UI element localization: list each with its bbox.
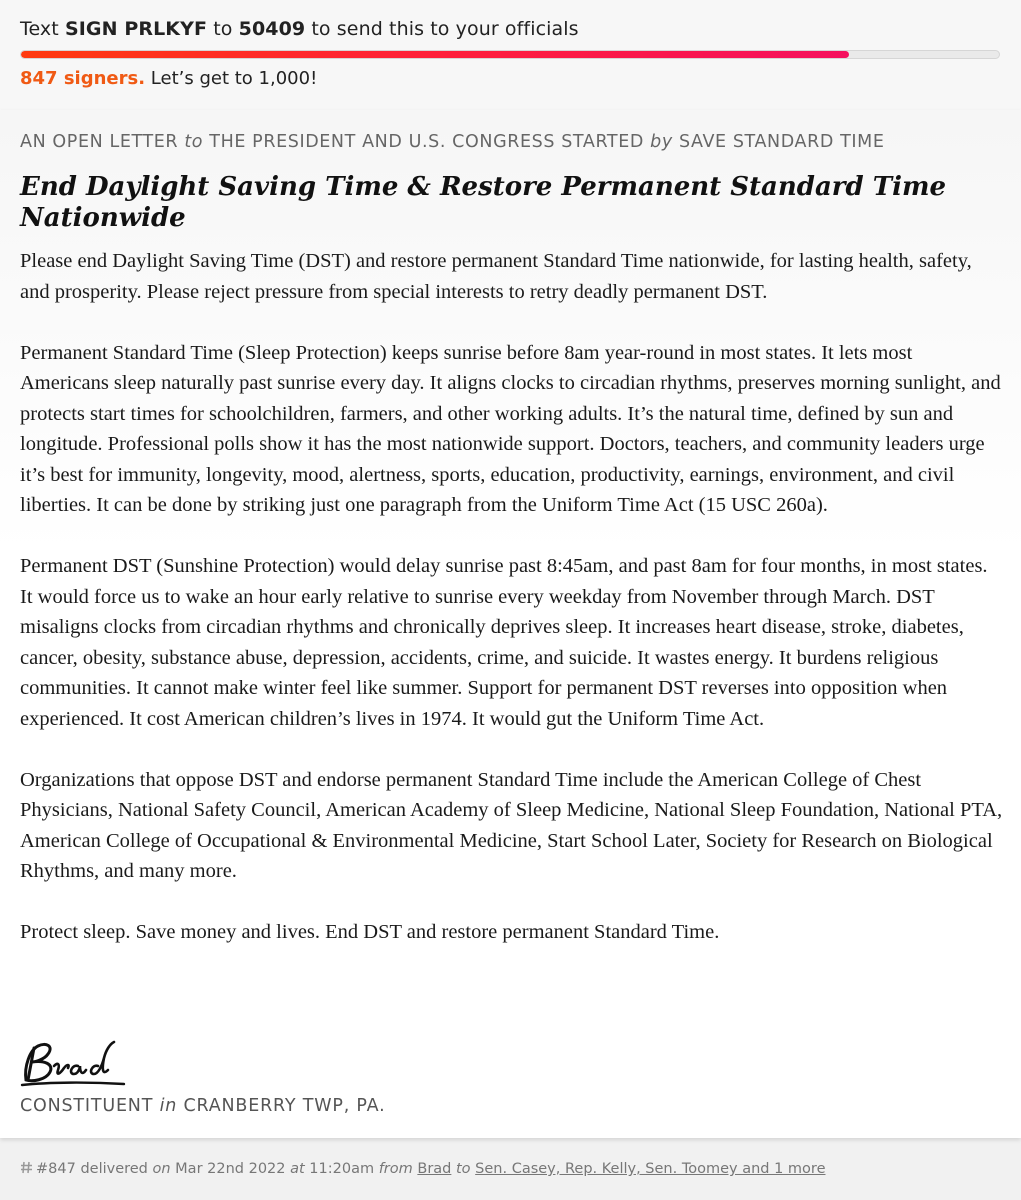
signer-count: 847 signers. bbox=[20, 68, 146, 89]
sms-to-word: to bbox=[213, 18, 233, 40]
constituent-line: CONSTITUENT in CRANBERRY TWP, PA. bbox=[20, 1096, 386, 1116]
handwritten-signature bbox=[20, 1040, 130, 1090]
letter-paragraph: Protect sleep. Save money and lives. End DST and restore permanent Standard Time. bbox=[20, 921, 720, 943]
letter-paragraph: Permanent DST (Sunshine Protection) would delay sunrise past 8:45am, and past 8am for four months, in most states. It would force us to wake an hour early relative to sunrise every weekday from November through March. DST misaligns clocks from circadian rhythms and chronically deprives sleep. It increases heart disease, stroke, diabetes, cancer, obesity, substance abuse, depression, accidents, crime, and suicide. It wastes energy. It burdens religious communities. It cannot make winter feel like summer. Support for permanent DST reverses into opposition when experienced. It cost American children’s lives in 1974. It would gut the Uniform Time Act. bbox=[20, 555, 988, 730]
letter-paragraph: Permanent Standard Time (Sleep Protection) keeps sunrise before 8am year-round in most states. It lets most Americans sleep naturally past sunrise every day. It aligns clocks to circadian rhythms, preserves morning sunlight, and protects start times for schoolchildren, farmers, and other working adults. It’s the natural time, defined by sun and longitude. Professional polls show it has the most nationwide support. Doctors, teachers, and community leaders urge it’s best for immunity, longevity, mood, alertness, sports, education, productivity, earnings, environment, and civil liberties. It can be done by striking just one paragraph from the Uniform Time Act (15 USC 260a). bbox=[20, 341, 1001, 516]
letter-paragraph: Organizations that oppose DST and endorse permanent Standard Time include the American College of Chest Physicians, National Safety Council, American Academy of Sleep Medicine, National Sleep Foundation, National PTA, American College of Occupational & Environmental Medicine, Start School Later, Society for Research on Biological Rhythms, and many more. bbox=[20, 768, 1003, 882]
sms-text-suffix: to send this to your officials bbox=[311, 18, 579, 40]
sms-instructions bbox=[20, 18, 579, 40]
delivery-date: Mar 22nd 2022 bbox=[175, 1161, 286, 1177]
letter-author: SAVE STANDARD TIME bbox=[678, 132, 885, 152]
recipients-link[interactable]: Sen. Casey, Rep. Kelly, Sen. Toomey and 1 more bbox=[475, 1161, 826, 1177]
text-to-sign-banner bbox=[0, 0, 1021, 110]
sms-shortcode: 50409 bbox=[238, 18, 306, 40]
letter-card bbox=[0, 110, 1021, 1138]
signer-progress-fill bbox=[21, 51, 849, 58]
letter-paragraph: Please end Daylight Saving Time (DST) and restore permanent Standard Time nationwide, for lasting health, safety, and prosperity. Please reject pressure from special interests to retry deadly permanent DST. bbox=[20, 250, 972, 303]
hashtag-icon bbox=[20, 1161, 33, 1178]
signer-status bbox=[20, 68, 317, 89]
sms-keyword: SIGN PRLKYF bbox=[64, 18, 208, 40]
letter-body bbox=[20, 246, 1005, 978]
sms-text-prefix: Text bbox=[20, 18, 59, 40]
constituent-location: CRANBERRY TWP, PA. bbox=[183, 1096, 386, 1116]
letter-title: End Daylight Saving Time & Restore Permanent Standard Time Nationwide bbox=[20, 172, 947, 233]
signer-goal: Let’s get to 1,000! bbox=[150, 68, 318, 89]
sender-link[interactable]: Brad bbox=[417, 1161, 452, 1177]
signer-progress-bar bbox=[20, 50, 1000, 59]
delivery-time: 11:20am bbox=[309, 1161, 375, 1177]
delivery-footer: #847 delivered on Mar 22nd 2022 at 11:20am from Brad to Sen. Casey, Rep. Kelly, Sen. Toomey and 1 more bbox=[20, 1161, 826, 1178]
letter-eyebrow: AN OPEN LETTER to THE PRESIDENT AND U.S. CONGRESS STARTED by SAVE STANDARD TIME bbox=[20, 132, 885, 152]
delivery-number: #847 bbox=[36, 1161, 76, 1177]
signature-image bbox=[20, 1040, 130, 1095]
